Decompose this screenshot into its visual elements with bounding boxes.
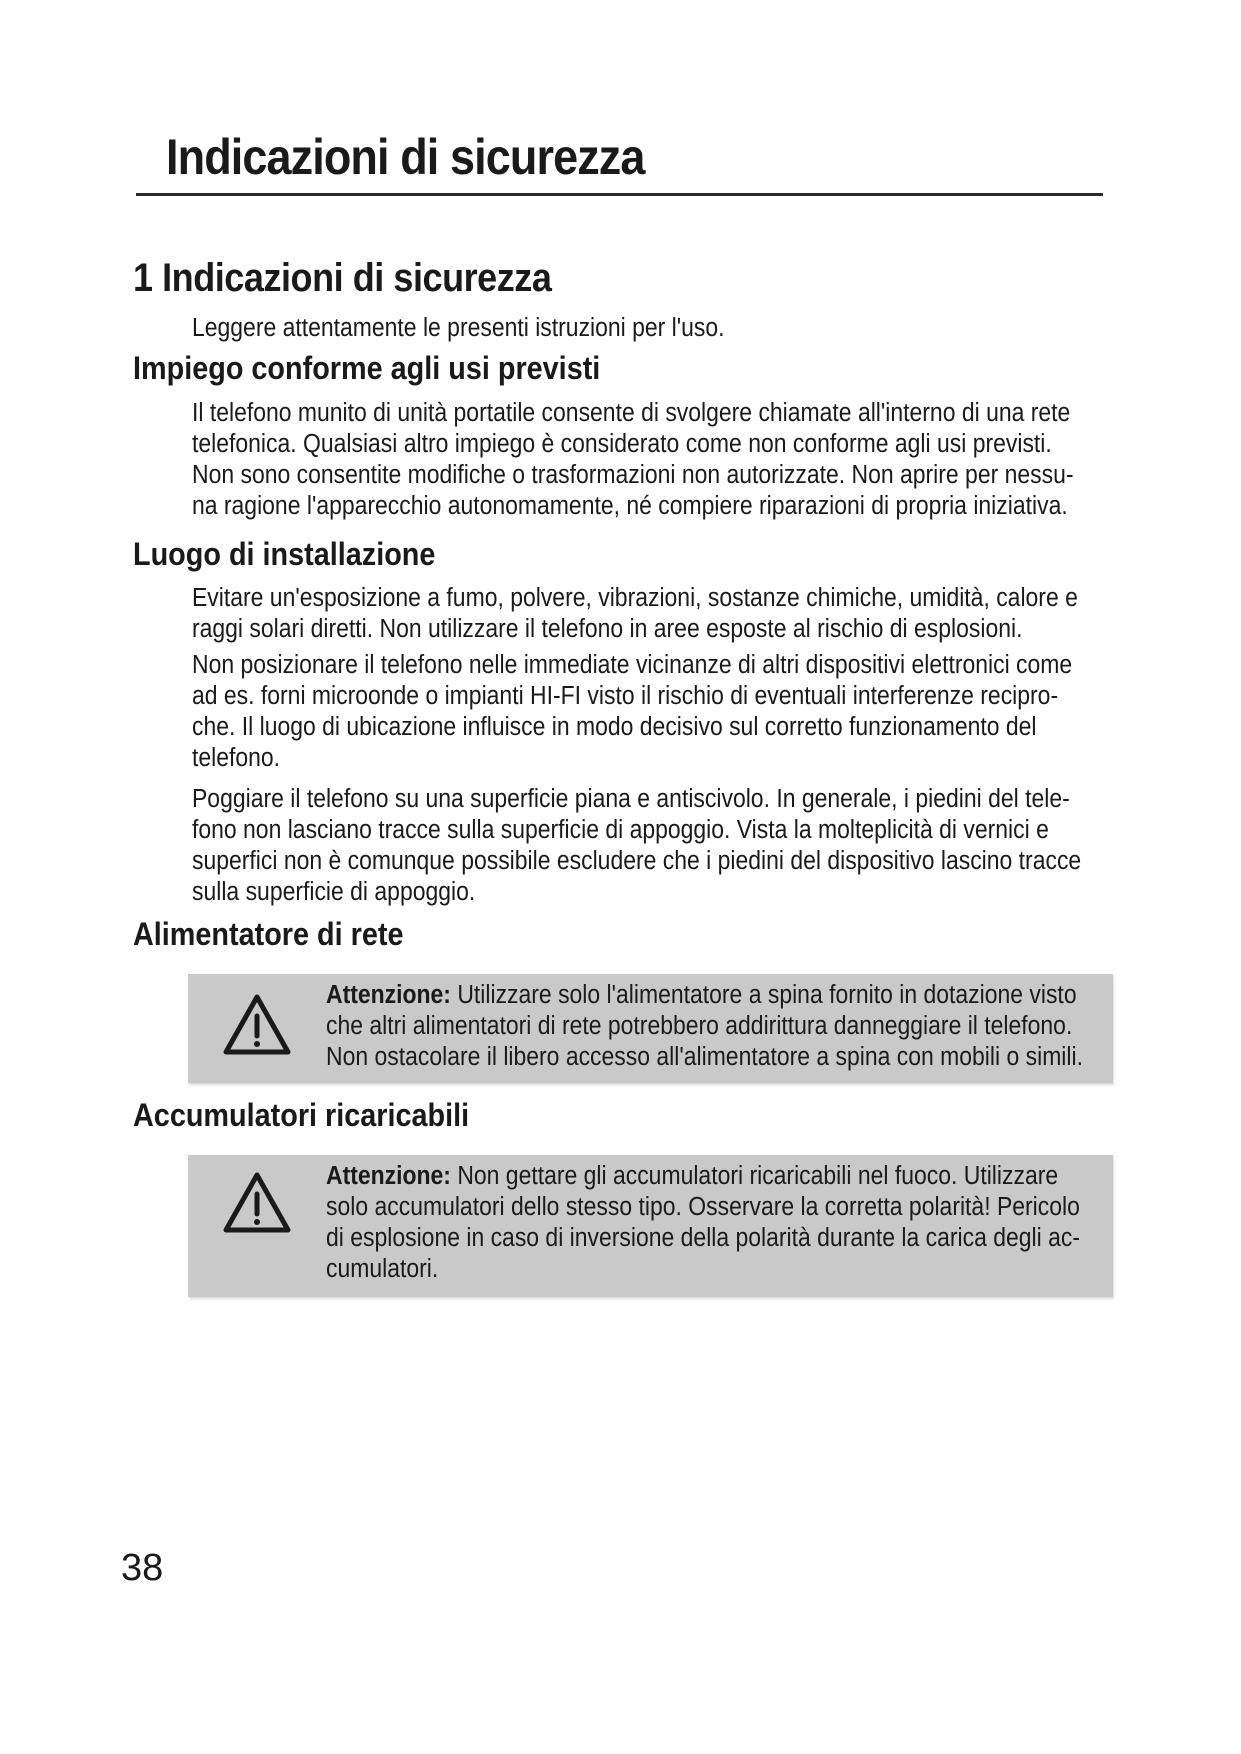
warning-text	[326, 980, 1109, 1073]
warning-text	[326, 1161, 1109, 1285]
text-line: Evitare un'esposizione a fumo, polvere, vibrazioni, sostanze chimiche, umidità, calore e	[192, 584, 1078, 612]
impiego-paragraph	[192, 398, 1119, 522]
text-line: fono non lasciano tracce sulla superficie di appoggio. Vista la molteplicità di vernici e	[192, 816, 1049, 844]
heading-luogo: Luogo di installazione	[133, 536, 436, 572]
warning-box-accumulatori	[188, 1155, 1113, 1297]
text-line: telefonica. Qualsiasi altro impiego è considerato come non conforme agli usi previsti.	[192, 430, 1052, 458]
text-line: sulla superficie di appoggio.	[192, 878, 476, 906]
intro-paragraph: Leggere attentamente le presenti istruzioni per l'uso.	[192, 314, 725, 342]
text-line: raggi solari diretti. Non utilizzare il telefono in aree esposte al rischio di esplosioni.	[192, 615, 1023, 643]
title-divider	[136, 193, 1103, 196]
heading-accumulatori: Accumulatori ricaricabili	[133, 1097, 470, 1133]
text-line: solo accumulatori dello stesso tipo. Osservare la corretta polarità! Pericolo	[326, 1193, 1080, 1221]
text-line: che altri alimentatori di rete potrebbero addirittura danneggiare il telefono.	[326, 1012, 1073, 1040]
text-line: Non posizionare il telefono nelle immediate vicinanze di altri dispositivi elettronici come	[192, 651, 1073, 679]
warning-label: Attenzione:	[326, 1162, 451, 1190]
text-line: Il telefono munito di unità portatile consente di svolgere chiamate all'interno di una rete	[192, 399, 1071, 427]
page-title: Indicazioni di sicurezza	[166, 129, 645, 185]
text-line: Non gettare gli accumulatori ricaricabili nel fuoco. Utilizzare	[457, 1162, 1059, 1190]
heading-impiego: Impiego conforme agli usi previsti	[133, 350, 601, 386]
text-line: di esplosione in caso di inversione della polarità durante la carica degli ac-	[326, 1224, 1080, 1252]
text-line: Utilizzare solo l'alimentatore a spina fornito in dotazione visto	[457, 981, 1077, 1009]
text-line: na ragione l'apparecchio autonomamente, né compiere riparazioni di propria iniziativa.	[192, 492, 1068, 520]
text-line: Non sono consentite modifiche o trasformazioni non autorizzate. Non aprire per nessu-	[192, 461, 1074, 489]
warning-box-alimentatore	[188, 974, 1113, 1083]
page-number: 38	[121, 1547, 164, 1589]
warning-triangle-icon	[222, 992, 292, 1056]
section-title: 1 Indicazioni di sicurezza	[133, 256, 552, 300]
text-line: cumulatori.	[326, 1255, 439, 1283]
text-line: telefono.	[192, 744, 281, 772]
luogo-paragraph-3	[192, 784, 1119, 908]
warning-triangle-icon	[222, 1170, 292, 1234]
text-line: Non ostacolare il libero accesso all'alimentatore a spina con mobili o simili.	[326, 1043, 1083, 1071]
luogo-paragraph-2	[192, 650, 1119, 774]
text-line: ad es. forni microonde o impianti HI-FI visto il rischio di eventuali interferenze recipro-	[192, 682, 1059, 710]
luogo-paragraph-1	[192, 583, 1119, 645]
heading-alimentatore: Alimentatore di rete	[133, 916, 404, 952]
text-line: superfici non è comunque possibile escludere che i piedini del dispositivo lascino tracce	[192, 847, 1082, 875]
text-line: Poggiare il telefono su una superficie piana e antiscivolo. In generale, i piedini del tele-	[192, 785, 1070, 813]
text-line: che. Il luogo di ubicazione influisce in modo decisivo sul corretto funzionamento del	[192, 713, 1037, 741]
warning-label: Attenzione:	[326, 981, 451, 1009]
